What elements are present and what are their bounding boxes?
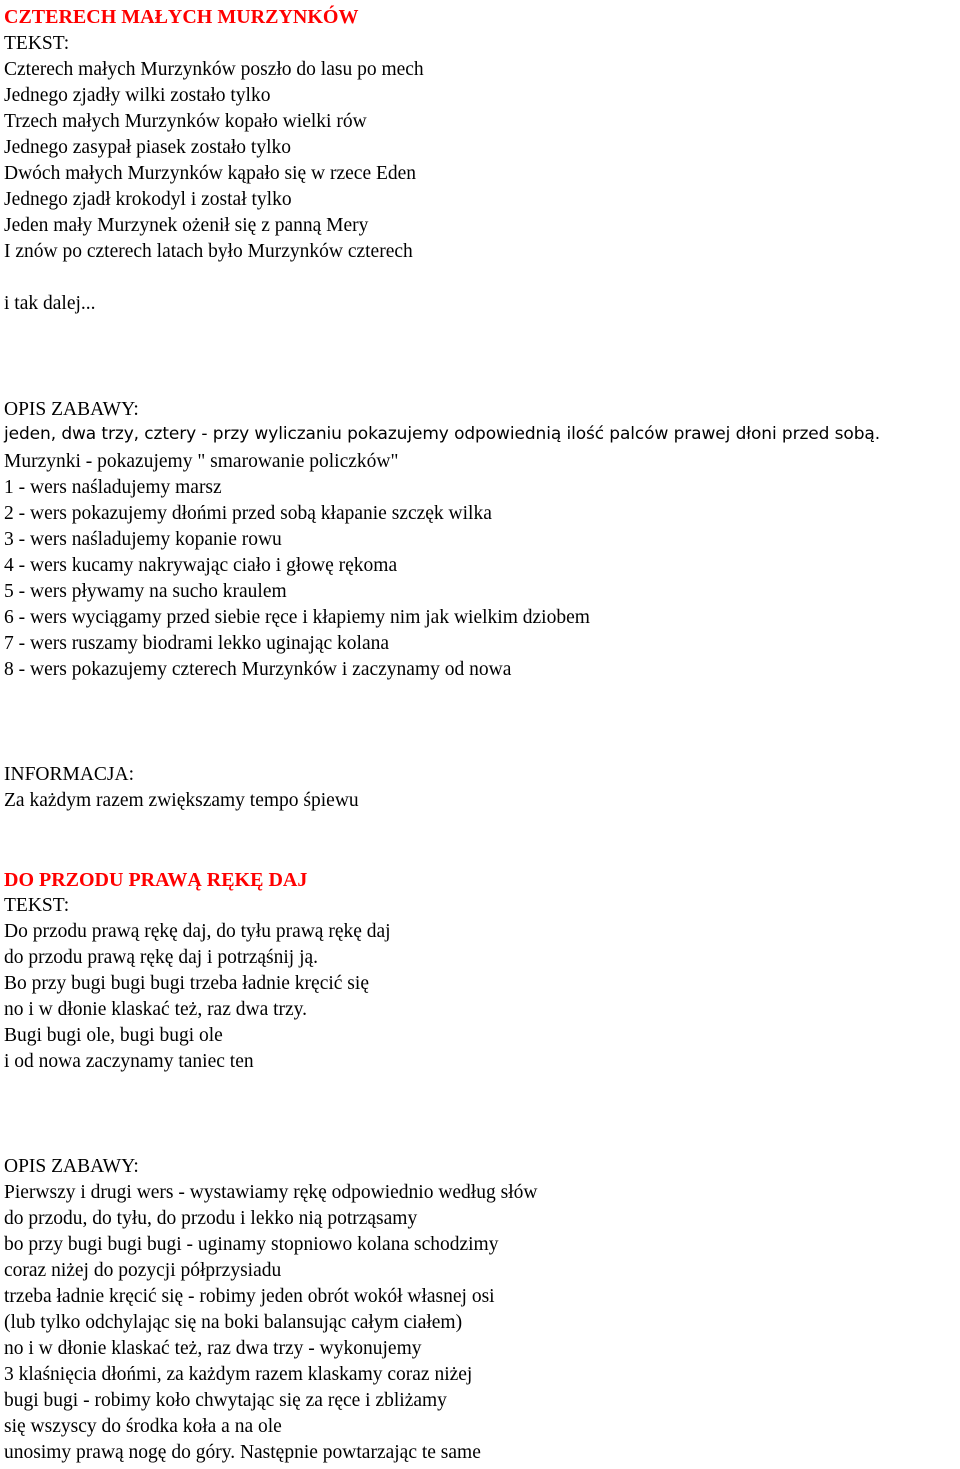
song1-game-label: OPIS ZABAWY: — [4, 399, 139, 420]
song1-game-intro: jeden, dwa trzy, cztery - przy wyliczaniu pokazujemy odpowiednią ilość palców prawej dłoni przed sobą. — [4, 424, 881, 444]
song2-game-line: do przodu, do tyłu, do przodu i lekko nią potrząsamy — [4, 1208, 418, 1229]
song1-lyric-line: Jednego zasypał piasek zostało tylko — [4, 137, 292, 158]
song1-text-label: TEKST: — [4, 33, 70, 54]
song1-game-line: 7 - wers ruszamy biodrami lekko uginając kolana — [4, 633, 390, 654]
song1-game-line: 5 - wers pływamy na sucho kraulem — [4, 581, 287, 602]
song2-lyric-line: do przodu prawą rękę daj i potrząśnij ją. — [4, 947, 319, 968]
song1-info-label: INFORMACJA: — [4, 764, 135, 785]
song2-game-line: coraz niżej do pozycji półprzysiadu — [4, 1260, 282, 1281]
song2-lyric-line: Do przodu prawą rękę daj, do tyłu prawą rękę daj — [4, 921, 391, 942]
song2-game-line: bugi bugi - robimy koło chwytając się za ręce i zbliżamy — [4, 1390, 447, 1411]
song1-game-line: 6 - wers wyciągamy przed siebie ręce i kłapiemy nim jak wielkim dziobem — [4, 607, 590, 628]
song1-lyric-line: Trzech małych Murzynków kopało wielki rów — [4, 111, 367, 132]
song2-title: DO PRZODU PRAWĄ RĘKĘ DAJ — [4, 869, 308, 891]
song1-game-line: 8 - wers pokazujemy czterech Murzynków i zaczynamy od nowa — [4, 659, 512, 680]
song1-info-text: Za każdym razem zwiększamy tempo śpiewu — [4, 790, 359, 811]
song1-game-line: 1 - wers naśladujemy marsz — [4, 477, 222, 498]
song2-lyric-line: no i w dłonie klaskać też, raz dwa trzy. — [4, 999, 308, 1020]
song1-lyric-line: I znów po czterech latach było Murzynków czterech — [4, 241, 413, 262]
song1-game-line: Murzynki - pokazujemy " smarowanie policzków" — [4, 451, 399, 472]
song1-lyric-line: Jednego zjadł krokodyl i został tylko — [4, 189, 292, 210]
song1-game-line: 2 - wers pokazujemy dłońmi przed sobą kłapanie szczęk wilka — [4, 503, 492, 524]
song2-game-line: bo przy bugi bugi bugi - uginamy stopniowo kolana schodzimy — [4, 1234, 499, 1255]
song2-game-line: unosimy prawą nogę do góry. Następnie powtarzając te same — [4, 1442, 481, 1463]
song2-game-line: trzeba ładnie kręcić się - robimy jeden obrót wokół własnej osi — [4, 1286, 495, 1307]
song2-lyric-line: Bo przy bugi bugi bugi trzeba ładnie kręcić się — [4, 973, 369, 994]
song2-game-label: OPIS ZABAWY: — [4, 1156, 139, 1177]
song2-game-line: (lub tylko odchylając się na boki balansując całym ciałem) — [4, 1312, 463, 1333]
song1-ending: i tak dalej... — [4, 293, 96, 314]
song1-lyric-line: Czterech małych Murzynków poszło do lasu po mech — [4, 59, 424, 80]
song2-game-line: się wszyscy do środka koła a na ole — [4, 1416, 282, 1437]
song1-game-line: 4 - wers kucamy nakrywając ciało i głowę rękoma — [4, 555, 398, 576]
song1-lyric-line: Jednego zjadły wilki zostało tylko — [4, 85, 271, 106]
song2-lyric-line: i od nowa zaczynamy taniec ten — [4, 1051, 254, 1072]
song2-lyric-line: Bugi bugi ole, bugi bugi ole — [4, 1025, 223, 1046]
song2-text-label: TEKST: — [4, 895, 70, 916]
song2-game-line: Pierwszy i drugi wers - wystawiamy rękę odpowiednio według słów — [4, 1182, 538, 1203]
song2-game-line: no i w dłonie klaskać też, raz dwa trzy - wykonujemy — [4, 1338, 422, 1359]
song1-game-line: 3 - wers naśladujemy kopanie rowu — [4, 529, 282, 550]
song1-lyric-line: Dwóch małych Murzynków kąpało się w rzece Eden — [4, 163, 417, 184]
song2-game-line: 3 klaśnięcia dłońmi, za każdym razem klaskamy coraz niżej — [4, 1364, 473, 1385]
song1-lyric-line: Jeden mały Murzynek ożenił się z panną Mery — [4, 215, 369, 236]
song1-title: CZTERECH MAŁYCH MURZYNKÓW — [4, 6, 359, 28]
